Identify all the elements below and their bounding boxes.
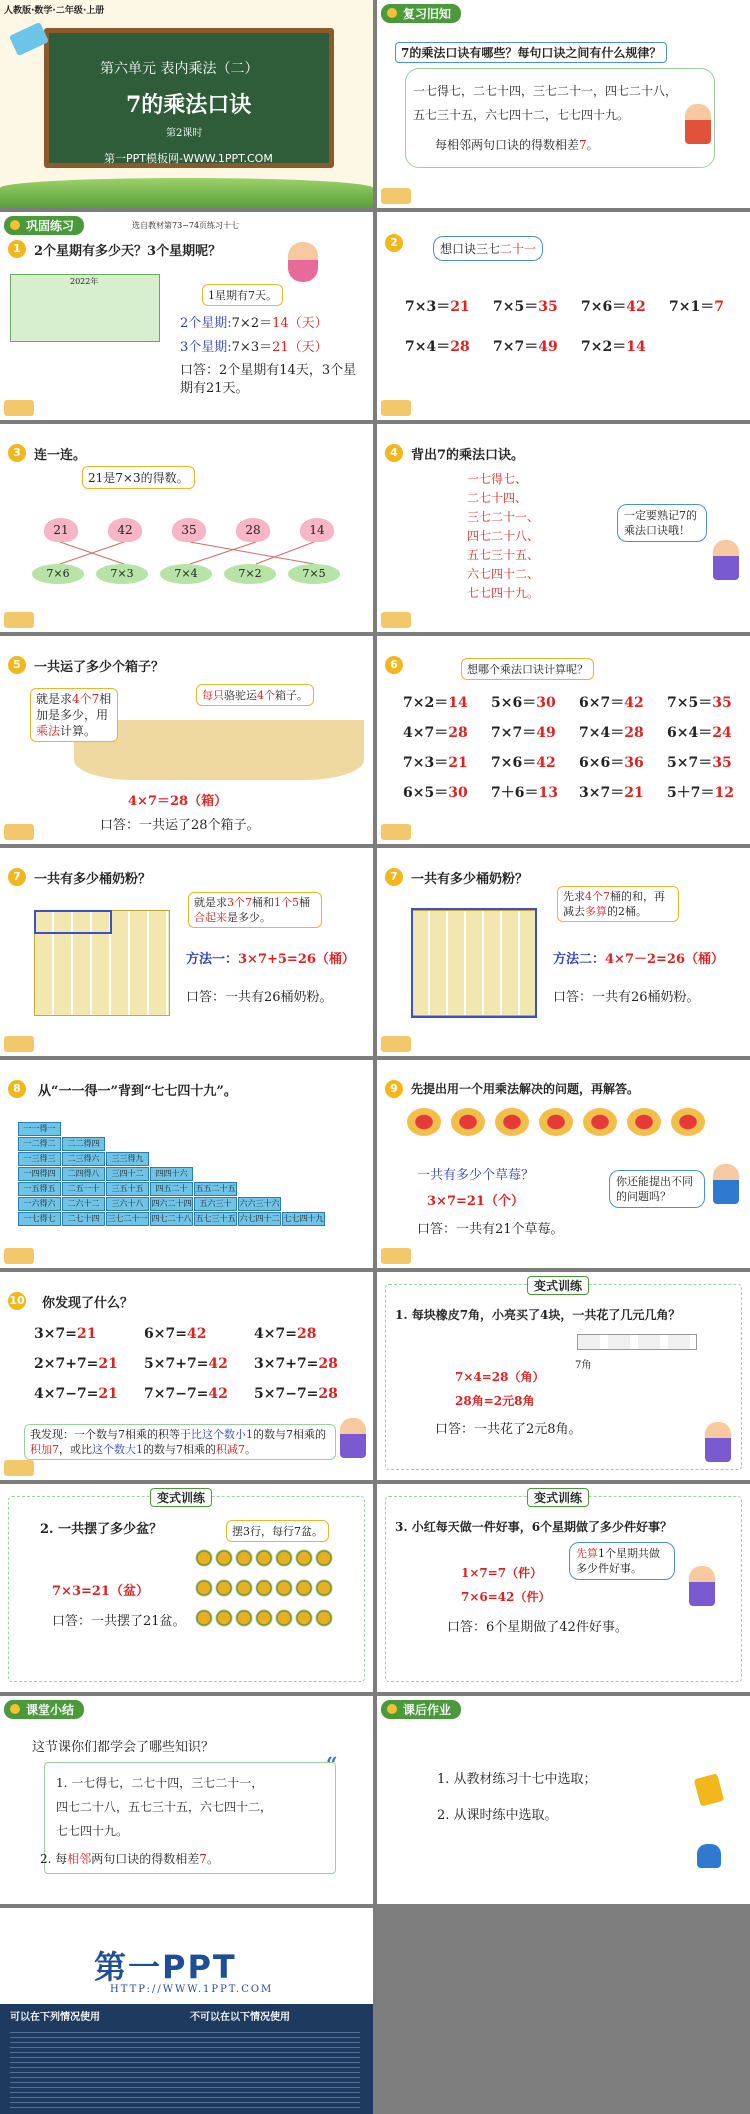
book-logo-icon xyxy=(381,1248,411,1264)
slide-practice-2 xyxy=(377,212,750,420)
hint-box: 先求4个7桶的和，再减去多算的2桶。 xyxy=(557,886,679,922)
variant-tag: 变式训练 xyxy=(527,1276,589,1295)
equation-result: 30 xyxy=(536,695,556,711)
strawberry-plate xyxy=(495,1108,529,1136)
table-cell: 一二得二 xyxy=(18,1137,61,1151)
equation-result: 12 xyxy=(714,785,734,801)
equation-result: 21 xyxy=(98,1356,118,1372)
hint-box-right: 每只骆驼运4个箱子。 xyxy=(196,684,314,706)
equation xyxy=(403,722,468,742)
table-cell: 一五得五 xyxy=(18,1182,61,1196)
summary-line-2: 四七二十八，五七三十五，六七四十二， xyxy=(56,1800,273,1814)
table-cell: 七七四十九 xyxy=(282,1212,325,1226)
answer-2-weeks: 2个星期:7×2＝14（天） xyxy=(180,316,328,331)
hint-box: 21是7×3的得数。 xyxy=(82,466,195,489)
book-logo-icon xyxy=(381,824,411,840)
method-two: 方法二：4×7－2=26（桶） xyxy=(553,952,725,967)
equation-expr: 7×7−7= xyxy=(144,1386,209,1402)
strawberry-plate xyxy=(627,1108,661,1136)
slide-credits xyxy=(0,1908,373,2114)
lotus-number: 28 xyxy=(236,518,270,542)
question-text: 背出7的乘法口诀。 xyxy=(411,448,525,463)
question-text: 一共有多少桶奶粉？ xyxy=(34,872,152,887)
equation-expr: 7×6＝ xyxy=(581,299,627,315)
equation-result: 28 xyxy=(318,1386,338,1402)
equation xyxy=(254,1326,316,1342)
equation-expr: 6×4＝ xyxy=(667,725,713,741)
equation-result: 28 xyxy=(448,725,468,741)
equation-result: 21 xyxy=(450,299,470,315)
equation-result: 36 xyxy=(624,755,644,771)
equation-result: 13 xyxy=(538,785,558,801)
equation-expr: 7×4＝ xyxy=(405,339,451,355)
equation xyxy=(493,296,558,316)
strawberry-plate xyxy=(407,1108,441,1136)
equation-result: 35 xyxy=(712,755,732,771)
highlight-box xyxy=(34,910,112,934)
equation-expr: 6×6＝ xyxy=(579,755,625,771)
question-text: 一共有多少桶奶粉？ xyxy=(411,872,529,887)
flower-pots xyxy=(194,1546,334,1636)
equation-result: 21 xyxy=(76,1326,97,1342)
equation-expr: 7×2＝ xyxy=(403,695,449,711)
equation xyxy=(405,336,470,356)
equation-expr: 3×7= xyxy=(34,1326,77,1342)
slide-practice-10 xyxy=(0,1272,373,1480)
quote-mark-icon: “ xyxy=(326,1752,338,1776)
lotus-number: 42 xyxy=(108,518,142,542)
slide-practice-3 xyxy=(0,424,373,632)
slide-practice-8 xyxy=(0,1060,373,1268)
equation xyxy=(667,752,732,772)
oral-answer: 口答：一共有26桶奶粉。 xyxy=(186,990,333,1005)
slide-homework xyxy=(377,1696,750,1904)
equation-result: 21 xyxy=(98,1386,118,1402)
boy-avatar xyxy=(705,1422,731,1462)
table-cell: 二六十二 xyxy=(62,1197,105,1211)
question-text: 7的乘法口诀有哪些？每句口诀之间有什么规律？ xyxy=(395,42,667,63)
strawberry-plate xyxy=(451,1108,485,1136)
table-cell: 一三得三 xyxy=(18,1152,61,1166)
unit-title: 第六单元 表内乘法（二） xyxy=(100,61,259,77)
highlight-box xyxy=(411,908,537,1018)
equation-result: 14 xyxy=(448,695,468,711)
problem-number: 4 xyxy=(385,444,403,462)
table-cell: 四五二十 xyxy=(150,1182,193,1196)
verse-line: 三七二十一、 xyxy=(467,510,540,524)
table-cell: 四七二十八 xyxy=(150,1212,193,1226)
rule-line: 每相邻两句口诀的得数相差7。 xyxy=(435,138,599,152)
book-logo-icon xyxy=(4,824,34,840)
summary-line-1: 1. 一七得七，二七十四，三七二十一， xyxy=(56,1776,264,1790)
slide-practice-7b xyxy=(377,848,750,1056)
book-logo-icon xyxy=(4,400,34,416)
equation-expr: 7×4＝ xyxy=(579,725,625,741)
equation xyxy=(581,296,646,316)
verse-line: 七七四十九。 xyxy=(467,586,540,600)
question-text: 连一连。 xyxy=(34,448,87,463)
equation-expr: 5×6＝ xyxy=(491,695,537,711)
hint-bubble: 一定要熟记7的乘法口诀哦！ xyxy=(617,504,707,542)
equation xyxy=(144,1326,206,1342)
oral-answer: 口答：一共花了2元8角。 xyxy=(435,1422,582,1437)
stationery-icon xyxy=(694,1773,724,1806)
variant-tag: 变式训练 xyxy=(150,1488,212,1507)
leaf-expression: 7×3 xyxy=(96,564,148,584)
finding-box: 我发现：一个数与7相乘的积等于比这个数小1的数与7相乘的积加7，或比这个数大1的数与7相乘的积减7。 xyxy=(24,1424,336,1460)
equation-expr: 7×5＝ xyxy=(493,299,539,315)
boy-avatar xyxy=(713,540,739,580)
equation xyxy=(579,782,644,802)
boy-avatar xyxy=(340,1418,366,1458)
table-cell: 五五二十五 xyxy=(194,1182,237,1196)
book-logo-icon xyxy=(4,1036,34,1052)
lesson-label: 第2课时 xyxy=(166,128,203,139)
table-cell: 六六三十六 xyxy=(238,1197,281,1211)
slide-practice-5 xyxy=(0,636,373,844)
problem-number: 5 xyxy=(8,656,26,674)
equation-expr: 6×7= xyxy=(144,1326,187,1342)
book-logo-icon xyxy=(381,612,411,628)
lotus-number: 14 xyxy=(300,518,334,542)
hint-bubble: 你还能提出不同的问题吗？ xyxy=(609,1170,705,1208)
equation-result: 28 xyxy=(624,725,644,741)
equation xyxy=(667,722,732,742)
problem-number: 9 xyxy=(385,1080,403,1098)
slide-title xyxy=(0,0,373,208)
answer-3-weeks: 3个星期:7×3＝21（天） xyxy=(180,340,328,355)
boy-avatar xyxy=(713,1164,739,1204)
equation-expr: 7×7＝ xyxy=(493,339,539,355)
question-text: 2. 一共摆了多少盆？ xyxy=(40,1522,163,1537)
question-text: 这节课你们都学会了哪些知识？ xyxy=(32,1740,215,1755)
question-text: 3. 小红每天做一件好事，6个星期做了多少件好事？ xyxy=(395,1520,673,1534)
verse-line: 五七三十五、 xyxy=(467,548,540,562)
slide-practice-4 xyxy=(377,424,750,632)
equation-expr: 7×2＝ xyxy=(581,339,627,355)
equation-expr: 3×7+7= xyxy=(254,1356,319,1372)
equation-expr: 2×7+7= xyxy=(34,1356,99,1372)
table-cell: 一一得一 xyxy=(18,1122,61,1136)
equation xyxy=(491,722,556,742)
slide-practice-1 xyxy=(0,212,373,420)
equation-expr: 4×7−7= xyxy=(34,1386,99,1402)
equation xyxy=(254,1356,338,1372)
problem-number: 6 xyxy=(385,656,403,674)
equation xyxy=(254,1386,338,1402)
problem-number: 10 xyxy=(8,1292,26,1310)
sub-question: 一共有多少个草莓？ xyxy=(417,1168,535,1183)
table-cell: 六七四十二 xyxy=(238,1212,281,1226)
site-label: 第一PPT模板网-WWW.1PPT.COM xyxy=(104,152,273,165)
question-text: 1. 每块橡皮7角，小亮买了4块，一共花了几元几角？ xyxy=(395,1308,681,1322)
equation: 4×7＝28（箱） xyxy=(128,794,228,809)
equation xyxy=(579,722,644,742)
method-one: 方法一：3×7+5=26（桶） xyxy=(186,952,355,967)
equation-expr: 7×3＝ xyxy=(403,755,449,771)
verse-line: 六七四十二、 xyxy=(467,567,540,581)
table-cell: 五七三十五 xyxy=(194,1212,237,1226)
problem-number: 8 xyxy=(8,1080,26,1098)
grass-decoration xyxy=(0,178,373,208)
oral-answer: 口答：2个星期有14天，3个星期有21天。 xyxy=(180,363,357,396)
bag-icon xyxy=(697,1844,721,1868)
equation xyxy=(144,1386,228,1402)
equation-result: 21 xyxy=(624,785,644,801)
equation-result: 49 xyxy=(538,339,558,355)
table-cell: 一七得七 xyxy=(18,1212,61,1226)
verse-line-1: 一七得七，二七十四，三七二十一，四七二十八， xyxy=(413,84,678,98)
equation xyxy=(403,692,468,712)
equation-result: 42 xyxy=(624,695,644,711)
slide-review xyxy=(377,0,750,208)
oral-answer: 口答：一共摆了21盆。 xyxy=(52,1614,186,1629)
slide-practice-9 xyxy=(377,1060,750,1268)
equation xyxy=(405,296,470,316)
hint-box-left: 就是求4个7相加是多少，用乘法计算。 xyxy=(30,688,118,742)
summary-line-4: 2. 每相邻两句口诀的得数相差7。 xyxy=(40,1852,219,1866)
equation xyxy=(491,752,556,772)
equation-expr: 5×7＝ xyxy=(667,755,713,771)
equation-expr: 5×7+7= xyxy=(144,1356,209,1372)
equation-result: 49 xyxy=(536,725,556,741)
question-text: 2个星期有多少天？3个星期呢？ xyxy=(34,244,222,259)
oral-answer: 口答：一共有21个草莓。 xyxy=(417,1222,564,1237)
table-cell: 一六得六 xyxy=(18,1197,61,1211)
leaf-expression: 7×5 xyxy=(288,564,340,584)
book-logo-icon xyxy=(4,612,34,628)
equation xyxy=(403,752,468,772)
equation-2: 7×6=42（件） xyxy=(461,1590,551,1604)
equation-expr: 7×7＝ xyxy=(491,725,537,741)
table-cell: 三六十八 xyxy=(106,1197,149,1211)
book-logo-icon xyxy=(4,1248,34,1264)
table-cell: 二三得六 xyxy=(62,1152,105,1166)
calendar-year: 2022年 xyxy=(70,277,99,286)
verse-line: 四七二十八、 xyxy=(467,529,540,543)
summary-line-3: 七七四十九。 xyxy=(56,1824,129,1838)
table-cell: 三三得九 xyxy=(106,1152,149,1166)
question-text: 从“一一得一”背到“七七四十九”。 xyxy=(38,1084,237,1099)
table-cell: 二二得四 xyxy=(62,1137,105,1151)
lotus-number: 21 xyxy=(44,518,78,542)
brand-url: HTTP://WWW.1PPT.COM xyxy=(110,1984,274,1995)
girl-avatar xyxy=(288,242,318,282)
equation xyxy=(34,1356,118,1372)
equation-expr: 4×7= xyxy=(254,1326,297,1342)
table-cell: 四六二十四 xyxy=(150,1197,193,1211)
equation-result: 35 xyxy=(712,695,732,711)
slide-variant-2 xyxy=(0,1484,373,1692)
question-text: 一共运了多少个箱子？ xyxy=(34,660,165,675)
table-cell: 二四得八 xyxy=(62,1167,105,1181)
strawberry-plate xyxy=(539,1108,573,1136)
verse-line-2: 五七三十五，六七四十二，七七四十九。 xyxy=(413,108,630,122)
homework-line-1: 1. 从教材练习十七中选取； xyxy=(437,1772,597,1787)
equation xyxy=(34,1386,118,1402)
verse-line: 一七得七、 xyxy=(467,472,528,486)
equation-result: 35 xyxy=(538,299,558,315)
equation xyxy=(491,782,558,802)
book-banner: 人教版·数学·二年级·上册 xyxy=(4,6,105,16)
table-cell: 三五十五 xyxy=(106,1182,149,1196)
credits-links xyxy=(10,2028,360,2108)
equation xyxy=(667,782,734,802)
table-cell: 五六三十 xyxy=(194,1197,237,1211)
equation-1: 1×7=7（件） xyxy=(461,1566,543,1580)
slide-variant-1 xyxy=(377,1272,750,1480)
question-text: 先提出用一个用乘法解决的问题，再解答。 xyxy=(411,1082,640,1096)
slide-practice-7a xyxy=(0,848,373,1056)
oral-answer: 口答：6个星期做了42件好事。 xyxy=(447,1620,628,1635)
equation-1: 7×4=28（角） xyxy=(455,1370,545,1384)
strawberry-plate xyxy=(583,1108,617,1136)
problem-number: 3 xyxy=(8,444,26,462)
equation-expr: 7×6＝ xyxy=(491,755,537,771)
equation-expr: 7×5＝ xyxy=(667,695,713,711)
equation-result: 28 xyxy=(296,1326,317,1342)
homework-line-2: 2. 从课时练中选取。 xyxy=(437,1808,558,1823)
book-logo-icon xyxy=(381,188,411,204)
section-tag: 巩固练习 xyxy=(4,216,84,235)
equation-expr: 6×5＝ xyxy=(403,785,449,801)
problem-number: 2 xyxy=(385,234,403,252)
leaf-expression: 7×4 xyxy=(160,564,212,584)
problem-number: 7 xyxy=(8,868,26,886)
verse-line: 二七十四、 xyxy=(467,491,528,505)
equation xyxy=(34,1326,96,1342)
problem-number: 1 xyxy=(8,240,26,258)
equation-result: 42 xyxy=(208,1356,228,1372)
equation xyxy=(493,336,558,356)
equation xyxy=(669,296,724,316)
section-tag: 复习旧知 xyxy=(381,4,461,23)
equation-result: 42 xyxy=(626,299,646,315)
equation: 3×7=21（个） xyxy=(427,1194,524,1209)
equation-result: 24 xyxy=(712,725,732,741)
hint-box: 就是求3个7桶和1个5桶合起来是多少。 xyxy=(188,892,322,928)
unit-price-label: 7角 xyxy=(575,1360,592,1371)
empty-area xyxy=(377,1908,750,2114)
equation xyxy=(581,336,646,356)
equation-expr: 3×7＝ xyxy=(579,785,625,801)
table-cell: 三四十二 xyxy=(106,1167,149,1181)
strawberry-plate xyxy=(671,1108,705,1136)
slide-variant-3 xyxy=(377,1484,750,1692)
equation-expr: 7×1＝ xyxy=(669,299,715,315)
oral-answer: 口答：一共有26桶奶粉。 xyxy=(553,990,700,1005)
boy-avatar xyxy=(689,1566,715,1606)
equation-result: 7 xyxy=(714,299,724,315)
page-title: 7的乘法口诀 xyxy=(126,92,252,118)
hint-bubble: 先算1个星期共做多少件好事。 xyxy=(569,1542,675,1580)
table-cell: 一四得四 xyxy=(18,1167,61,1181)
brand-logo: 第一PPT xyxy=(94,1948,237,1986)
book-logo-icon xyxy=(4,1460,34,1476)
equation-result: 28 xyxy=(450,339,470,355)
equation: 7×3=21（盆） xyxy=(52,1584,149,1599)
hint-box: 想哪个乘法口诀计算呢？ xyxy=(461,658,594,680)
table-cell: 二五一十 xyxy=(62,1182,105,1196)
lotus-number: 35 xyxy=(172,518,206,542)
leaf-expression: 7×6 xyxy=(32,564,84,584)
book-logo-icon xyxy=(381,1036,411,1052)
slide-practice-6 xyxy=(377,636,750,844)
equation-expr: 7×3＝ xyxy=(405,299,451,315)
equation xyxy=(144,1356,228,1372)
question-text: 你发现了什么？ xyxy=(42,1296,134,1311)
equation-result: 14 xyxy=(626,339,646,355)
variant-tag: 变式训练 xyxy=(527,1488,589,1507)
section-tag: 课后作业 xyxy=(381,1700,461,1719)
table-cell: 三七二十一 xyxy=(106,1212,149,1226)
can-use-title: 可以在下列情况使用 xyxy=(10,2012,100,2023)
problem-number: 7 xyxy=(385,868,403,886)
hint-box: 摆3行，每行7盆。 xyxy=(226,1520,329,1542)
equation-result: 42 xyxy=(208,1386,228,1402)
equation-2: 28角=2元8角 xyxy=(455,1394,535,1408)
equation xyxy=(579,752,644,772)
boy-avatar xyxy=(685,104,711,144)
equation-expr: 5＋7＝ xyxy=(667,785,715,801)
equation xyxy=(403,782,468,802)
equation xyxy=(579,692,644,712)
equation-expr: 5×7−7= xyxy=(254,1386,319,1402)
equation-result: 30 xyxy=(448,785,468,801)
equation xyxy=(667,692,732,712)
equation-result: 42 xyxy=(536,755,556,771)
hint-box: 1星期有7天。 xyxy=(202,284,283,306)
eraser-icons xyxy=(577,1334,697,1350)
equation-result: 21 xyxy=(448,755,468,771)
oral-answer: 口答：一共运了28个箱子。 xyxy=(100,818,260,833)
equation-expr: 4×7＝ xyxy=(403,725,449,741)
hint-bubble: 想口诀三七二十一 xyxy=(433,236,543,261)
textbook-ref: 选自教材第73~74页练习十七 xyxy=(132,221,240,230)
equation-result: 42 xyxy=(186,1326,207,1342)
equation xyxy=(491,692,556,712)
section-tag: 课堂小结 xyxy=(4,1700,84,1719)
table-cell: 二七十四 xyxy=(62,1212,105,1226)
leaf-expression: 7×2 xyxy=(224,564,276,584)
book-logo-icon xyxy=(381,400,411,416)
cannot-use-title: 不可以在以下情况使用 xyxy=(190,2012,290,2023)
equation-result: 28 xyxy=(318,1356,338,1372)
equation-expr: 7＋6＝ xyxy=(491,785,539,801)
equation-expr: 6×7＝ xyxy=(579,695,625,711)
table-cell: 四四十六 xyxy=(150,1167,193,1181)
slide-summary xyxy=(0,1696,373,1904)
